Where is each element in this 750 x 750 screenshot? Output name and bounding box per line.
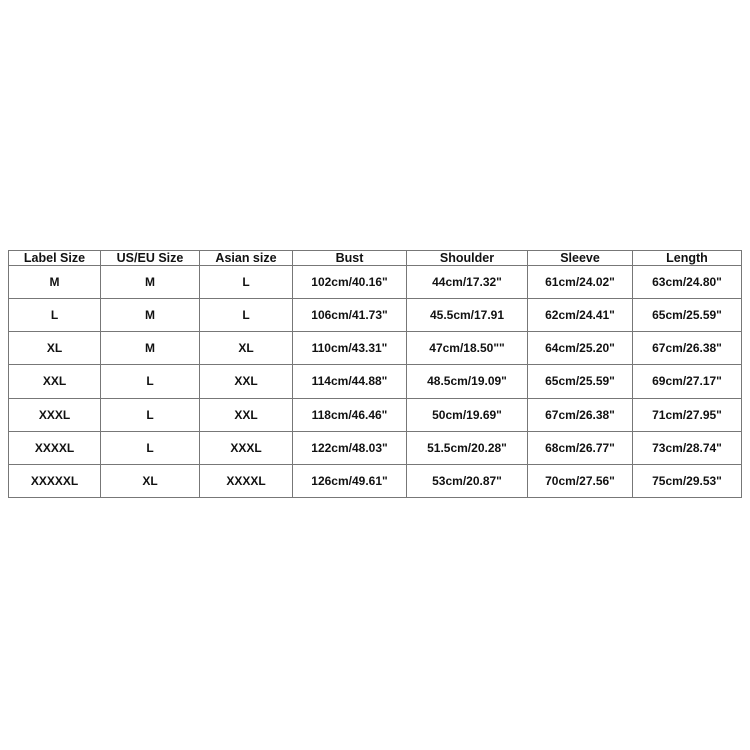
cell-bust: 110cm/43.31" (293, 332, 407, 365)
cell-bust: 102cm/40.16" (293, 266, 407, 299)
cell-sleeve: 64cm/25.20" (528, 332, 633, 365)
header-length: Length (633, 251, 742, 266)
cell-asian-size: XXXXL (200, 464, 293, 497)
cell-asian-size: L (200, 299, 293, 332)
cell-bust: 122cm/48.03" (293, 431, 407, 464)
cell-length: 75cm/29.53" (633, 464, 742, 497)
cell-shoulder: 45.5cm/17.91 (407, 299, 528, 332)
cell-length: 67cm/26.38" (633, 332, 742, 365)
header-us-eu-size: US/EU Size (101, 251, 200, 266)
cell-bust: 126cm/49.61" (293, 464, 407, 497)
table-row (9, 431, 742, 464)
cell-label-size: XL (9, 332, 101, 365)
cell-label-size: XXXL (9, 398, 101, 431)
cell-us-eu-size: L (101, 365, 200, 398)
table-row (9, 299, 742, 332)
cell-label-size: XXXXL (9, 431, 101, 464)
cell-us-eu-size: XL (101, 464, 200, 497)
cell-length: 71cm/27.95" (633, 398, 742, 431)
cell-shoulder: 44cm/17.32" (407, 266, 528, 299)
cell-bust: 106cm/41.73" (293, 299, 407, 332)
cell-shoulder: 48.5cm/19.09" (407, 365, 528, 398)
cell-length: 69cm/27.17" (633, 365, 742, 398)
cell-shoulder: 47cm/18.50"" (407, 332, 528, 365)
cell-us-eu-size: M (101, 332, 200, 365)
header-sleeve: Sleeve (528, 251, 633, 266)
cell-shoulder: 53cm/20.87" (407, 464, 528, 497)
header-asian-size: Asian size (200, 251, 293, 266)
cell-bust: 118cm/46.46" (293, 398, 407, 431)
table-row (9, 266, 742, 299)
cell-sleeve: 70cm/27.56" (528, 464, 633, 497)
cell-asian-size: XL (200, 332, 293, 365)
table-row (9, 464, 742, 497)
cell-length: 73cm/28.74" (633, 431, 742, 464)
table-row (9, 398, 742, 431)
cell-label-size: L (9, 299, 101, 332)
header-label-size: Label Size (9, 251, 101, 266)
cell-asian-size: XXL (200, 365, 293, 398)
cell-label-size: XXXXXL (9, 464, 101, 497)
cell-shoulder: 50cm/19.69" (407, 398, 528, 431)
header-bust: Bust (293, 251, 407, 266)
cell-bust: 114cm/44.88" (293, 365, 407, 398)
cell-label-size: XXL (9, 365, 101, 398)
cell-sleeve: 61cm/24.02" (528, 266, 633, 299)
cell-sleeve: 65cm/25.59" (528, 365, 633, 398)
cell-label-size: M (9, 266, 101, 299)
cell-asian-size: XXL (200, 398, 293, 431)
cell-length: 63cm/24.80" (633, 266, 742, 299)
cell-asian-size: XXXL (200, 431, 293, 464)
table-row (9, 332, 742, 365)
cell-sleeve: 67cm/26.38" (528, 398, 633, 431)
cell-length: 65cm/25.59" (633, 299, 742, 332)
size-chart-table (8, 250, 742, 498)
cell-sleeve: 68cm/26.77" (528, 431, 633, 464)
cell-us-eu-size: L (101, 431, 200, 464)
table-header-row (9, 251, 742, 266)
cell-shoulder: 51.5cm/20.28" (407, 431, 528, 464)
cell-us-eu-size: L (101, 398, 200, 431)
cell-us-eu-size: M (101, 266, 200, 299)
cell-us-eu-size: M (101, 299, 200, 332)
header-shoulder: Shoulder (407, 251, 528, 266)
cell-asian-size: L (200, 266, 293, 299)
cell-sleeve: 62cm/24.41" (528, 299, 633, 332)
table-row (9, 365, 742, 398)
